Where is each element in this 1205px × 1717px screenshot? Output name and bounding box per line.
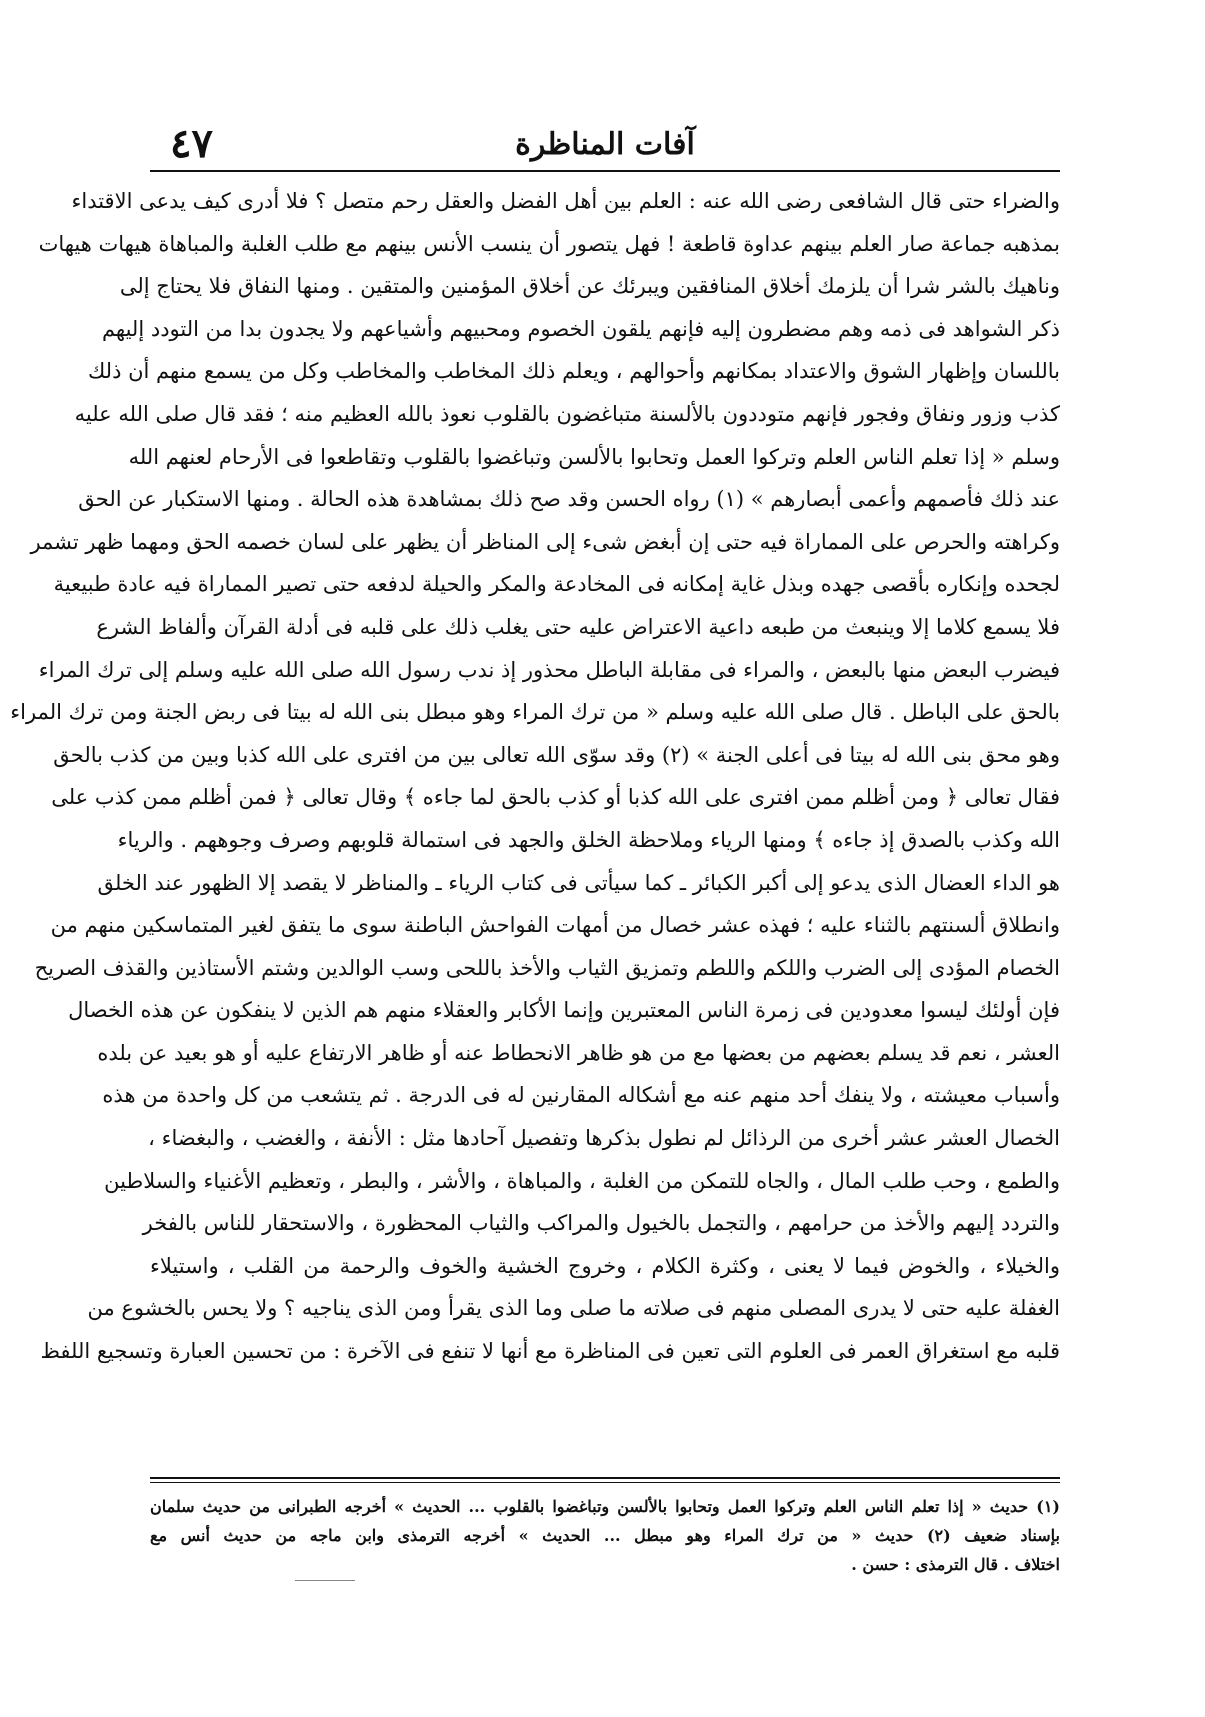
body-line: الخصال العشر عشر أخرى من الرذائل لم نطول بذكرها وتفصيل آحادها مثل : الأنفة ، والغضب ، والبغضاء ،	[148, 1126, 1060, 1151]
body-line: وكراهته والحرص على المماراة فيه حتى إن أبغض شىء إلى المناظر أن يظهر على لسان خصمه الحق ومهما ظهر تشمر	[30, 529, 1060, 554]
body-line: وهو محق بنى الله له بيتا فى أعلى الجنة » (٢) وقد سوّى الله تعالى بين من افترى على الله كذبا وبين من كذب بالحق	[53, 742, 1060, 767]
page-header	[150, 120, 1060, 170]
body-line: فقال تعالى ﴿ ومن أظلم ممن افترى على الله كذبا أو كذب بالحق لما جاءه ﴾ وقال تعالى ﴿ فمن أظلم ممن كذب على	[51, 785, 1060, 810]
body-line: باللسان وإظهار الشوق والاعتداد بمكانهم وأحوالهم ، ويعلم ذلك المخاطب والمخاطب وكل من يسمع منهم أن ذلك	[87, 359, 1060, 384]
page-number: ٤٧	[170, 120, 213, 167]
footnote-line: اختلاف . قال الترمذى : حسن .	[851, 1555, 1060, 1574]
body-text	[10, 180, 1060, 1373]
body-line: العشر ، نعم قد يسلم بعضهم من بعضها مع من هو ظاهر الانحطاط عنه أو ظاهر الارتفاع عليه أو هو بعيد عن بلده	[97, 1040, 1060, 1065]
body-line: هو الداء العضال الذى يدعو إلى أكبر الكبائر ـ كما سيأتى فى كتاب الرياء ـ والمناظر لا يقصد إلا الظهور عند الخلق	[97, 870, 1060, 895]
body-line: الغفلة عليه حتى لا يدرى المصلى منهم فى صلاته ما صلى وما الذى يقرأ ومن الذى يناجيه ؟ ولا يحس بالخشوع من	[87, 1296, 1060, 1321]
body-line: وناهيك بالشر شرا أن يلزمك أخلاق المنافقين ويبرئك عن أخلاق المؤمنين والمتقين . ومنها النفاق فلا يحتاج إلى	[119, 274, 1060, 299]
body-line: وأسباب معيشته ، ولا ينفك أحد منهم عنه مع أشكاله المقارنين له فى الدرجة . ثم يتشعب من كل واحدة من هذه	[102, 1083, 1060, 1108]
body-line: وسلم « إذا تعلم الناس العلم وتركوا العمل وتحابوا بالألسن وتباغضوا بالقلوب وتقاطعوا فى الأرحام لعنهم الله	[128, 444, 1060, 469]
body-line: والخيلاء ، والخوض فيما لا يعنى ، وكثرة الكلام ، وخروج الخشية والخوف والرحمة من القلب ، واستيلاء	[150, 1253, 1060, 1278]
footnote-line: بإسناد ضعيف (٢) حديث « من ترك المراء وهو مبطل ... الحديث » أخرجه الترمذى وابن ماجه من حديث أنس مع	[150, 1526, 1060, 1545]
body-line: والتردد إليهم والأخذ من حرامهم ، والتجمل بالخيول والمراكب والثياب المحظورة ، والاستحقار للناس بالفخر	[142, 1211, 1060, 1236]
body-line: فيضرب البعض منها بالبعض ، والمراء فى مقابلة الباطل محذور إذ ندب رسول الله صلى الله عليه وسلم إلى ترك المراء	[38, 657, 1060, 682]
body-line: بمذهبه جماعة صار العلم بينهم عداوة قاطعة ! فهل يتصور أن ينسب الأنس بينهم مع طلب الغلبة والمباهاة هيهات هيهات	[38, 231, 1060, 256]
body-line: لجحده وإنكاره بأقصى جهده وبذل غاية إمكانه فى المخادعة والمكر والحيلة لدفعه حتى تصير المماراة فيه عادة طبيعية	[53, 572, 1060, 597]
body-line: كذب وزور ونفاق وفجور فإنهم متوددون بالألسنة متباغضون بالقلوب نعوذ بالله العظيم منه ؛ فقد قال صلى الله عليه	[74, 401, 1060, 426]
footnote-rule-thin	[150, 1482, 1060, 1483]
bottom-short-rule	[295, 1580, 355, 1581]
header-rule	[150, 170, 1060, 172]
body-line: فلا يسمع كلاما إلا وينبعث من طبعه داعية الاعتراض عليه حتى يغلب ذلك على قلبه فى أدلة القرآن وألفاظ الشرع	[96, 614, 1060, 639]
body-line: الخصام المؤدى إلى الضرب واللكم واللطم وتمزيق الثياب والأخذ باللحى وسب الوالدين وشتم الأستاذين والقذف الصريح	[34, 955, 1060, 980]
body-line: وانطلاق ألسنتهم بالثناء عليه ؛ فهذه عشر خصال من أمهات الفواحش الباطنة سوى ما يتفق لغير المتماسكين منهم من	[50, 913, 1060, 938]
footnotes	[150, 1492, 1060, 1579]
body-line: والضراء حتى قال الشافعى رضى الله عنه : العلم بين أهل الفضل والعقل رحم متصل ؟ فلا أدرى كيف يدعى الاقتداء	[71, 189, 1060, 213]
body-line: والطمع ، وحب طلب المال ، والجاه للتمكن من الغلبة ، والمباهاة ، والأشر ، والبطر ، وتعظيم الأغنياء والسلاطين	[104, 1168, 1060, 1193]
footnote-rule	[150, 1477, 1060, 1479]
footnote-line: (١) حديث « إذا تعلم الناس العلم وتركوا العمل وتحابوا بالألسن وتباغضوا بالقلوب ... الحديث » أخرجه الطبرانى من حديث سلمان	[150, 1497, 1060, 1516]
body-line: فإن أولئك ليسوا معدودين فى زمرة الناس المعتبرين وإنما الأكابر والعقلاء منهم هم الذين لا ينفكون عن هذه الخصال	[68, 998, 1060, 1023]
body-line: بالحق على الباطل . قال صلى الله عليه وسلم « من ترك المراء وهو مبطل بنى الله له بيتا فى ربض الجنة ومن ترك المراء	[10, 700, 1060, 725]
body-line: قلبه مع استغراق العمر فى العلوم التى تعين فى المناظرة مع أنها لا تنفع فى الآخرة : من تحسين العبارة وتسجيع اللفظ	[40, 1339, 1060, 1364]
body-line: ذكر الشواهد فى ذمه وهم مضطرون إليه فإنهم يلقون الخصوم ومحبيهم وأشياعهم ولا يجدون بدا من التودد إليهم	[101, 316, 1060, 341]
body-line: عند ذلك فأصمهم وأعمى أبصارهم » (١) رواه الحسن وقد صح ذلك بمشاهدة هذه الحالة . ومنها الاستكبار عن الحق	[78, 487, 1060, 512]
body-line: الله وكذب بالصدق إذ جاءه ﴾ ومنها الرياء وملاحظة الخلق والجهد فى استمالة قلوبهم وصرف وجوههم . والرياء	[117, 827, 1060, 852]
running-title: آفات المناظرة	[515, 127, 695, 162]
